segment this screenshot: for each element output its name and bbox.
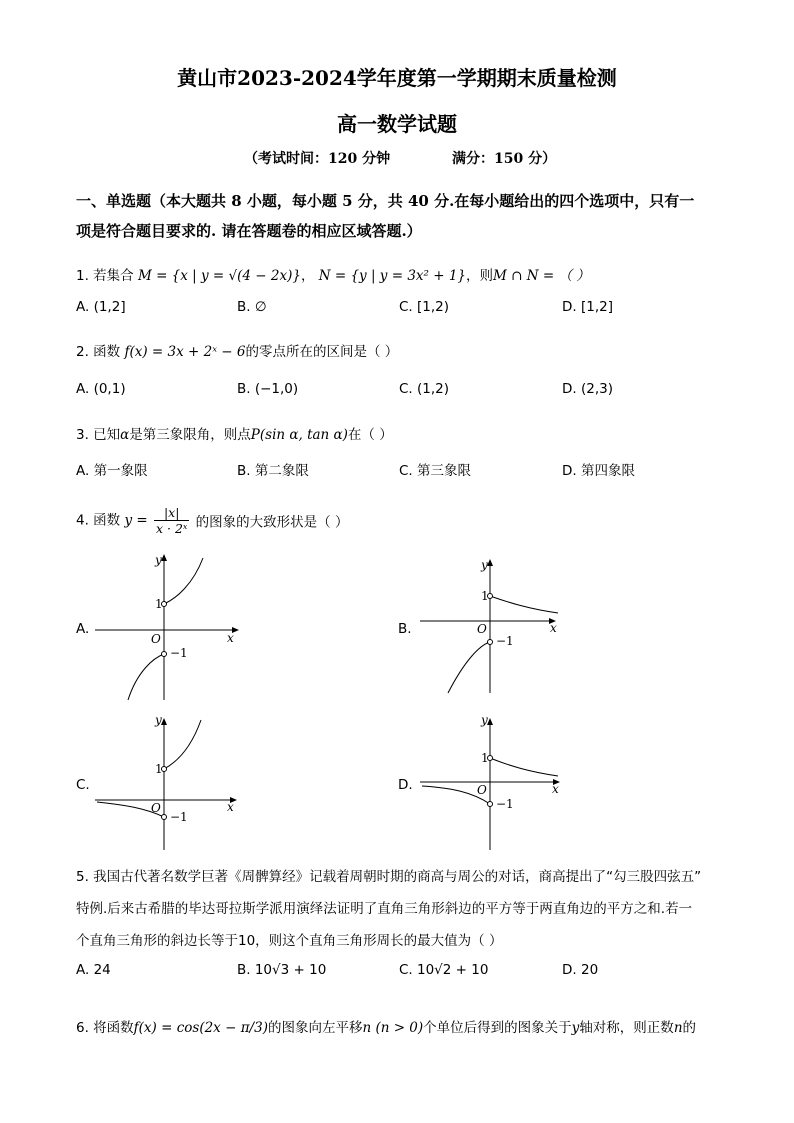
x-label: x [550,621,557,635]
q1-option-b: B. ∅ [237,299,267,315]
q5-line2: 特例.后来古希腊的毕达哥拉斯学派用演绎法证明了直角三角形斜边的平方等于两直角边的平方之和.若一 [76,901,693,917]
q1-set-m: M = {x | y = √(4 − 2x)} [137,268,301,284]
section-heading-line2: 项是符合题目要求的. 请在答题卷的相应区域答题.） [76,222,422,240]
q3-point: P(sin α, tan α) [250,427,348,443]
q2-formula: f(x) = 3x + 2ˣ − 6 [124,344,246,360]
curve-right [490,596,558,613]
q6-tail: 的 [682,1020,697,1036]
q6-prefix: 6. 将函数 [76,1020,134,1036]
q6-formula: f(x) = cos(2x − π/3) [133,1020,268,1036]
one-label: 1 [155,762,163,776]
q2-option-c: C. (1,2) [399,381,450,397]
open-point-neg1 [162,815,167,820]
q6-mid: 的图象向左平移 [267,1020,363,1036]
x-label: x [227,631,234,645]
q4-option-d-label: D. [398,777,413,793]
q1-option-c: C. [1,2) [399,299,450,315]
y-axis-arrow [487,718,493,725]
q6-var: n [673,1020,683,1036]
q3-alpha: α [120,427,130,443]
origin-label: O [151,632,161,646]
curve-right [490,758,558,776]
q4-denominator: x · 2ˣ [156,521,188,536]
q2-prefix: 2. 函数 [76,344,121,360]
exam-subtitle: 高一数学试题 [337,112,457,136]
q4-option-a-label: A. [76,621,90,637]
q1-set-n: N = {y | y = 3x² + 1} [318,268,467,284]
one-label: 1 [155,597,163,611]
q1-then: ，则 [466,268,494,284]
q3-option-d: D. 第四象限 [562,463,635,479]
curve-right [164,720,201,769]
q2-stem [76,340,398,360]
q6-stem [76,1016,696,1036]
q6-axis: y [571,1020,580,1036]
y-axis-arrow [161,554,167,561]
y-axis-arrow [161,718,167,725]
exam-time: （考试时间：120 分钟 [244,151,391,167]
q4-fraction [154,505,189,536]
neg-one-label: −1 [496,797,514,811]
y-label: y [481,713,488,727]
y-axis-arrow [487,559,493,566]
graph-b [420,555,570,695]
q3-option-a: A. 第一象限 [76,463,148,479]
q4-suffix: 的图象的大致形状是（ ） [195,514,349,531]
q3-suffix: 在（ ） [347,427,393,443]
one-label: 1 [481,751,489,765]
q1-stem [76,264,590,284]
q1-option-a: A. (1,2] [76,299,126,315]
q5-option-b: B. 10√3 + 10 [237,962,327,978]
exam-title: 黄山市2023-2024学年度第一学期期末质量检测 [177,66,617,90]
origin-label: O [477,622,487,636]
q1-prefix: 1. 若集合 [76,268,134,284]
q2-suffix: 的零点所在的区间是（ ） [245,344,399,360]
neg-one-label: −1 [170,810,188,824]
q5-option-d: D. 20 [562,962,599,978]
q1-option-d: D. [1,2] [562,299,613,315]
neg-one-label: −1 [170,646,188,660]
curve-left [448,642,490,693]
curve-left [128,654,164,700]
q5-option-c: C. 10√2 + 10 [399,962,489,978]
curve-right [164,558,203,604]
graph-a [95,550,245,700]
q1-question: M ∩ N = （ ） [493,268,590,284]
x-label: x [552,782,559,796]
y-label: y [155,553,162,567]
q5-line1: 5. 我国古代著名数学巨著《周髀算经》记载着周朝时期的商高与周公的对话，商高提出了“勾三股四弦五” [76,869,702,885]
graph-c [95,712,245,852]
q2-option-d: D. (2,3) [562,381,613,397]
origin-label: O [477,783,487,797]
q4-lhs: y = [124,512,148,529]
q4-option-c-label: C. [76,777,90,793]
neg-one-label: −1 [496,634,514,648]
section-heading-line1: 一、单选题（本大题共 8 小题，每小题 5 分，共 40 分.在每小题给出的四个选项中，只有一 [76,192,695,210]
q3-mid: 是第三象限角，则点 [129,427,251,443]
origin-label: O [151,801,161,815]
q3-option-c: C. 第三象限 [399,463,472,479]
y-label: y [155,713,162,727]
full-score: 满分：150 分） [452,151,557,167]
one-label: 1 [481,589,489,603]
q4-stem [76,505,348,536]
q6-suffix: 个单位后得到的图象关于 [423,1020,572,1036]
open-point-neg1 [488,802,493,807]
open-point-neg1 [488,640,493,645]
q4-numerator: |x| [154,505,189,521]
q3-option-b: B. 第二象限 [237,463,309,479]
q4-option-b-label: B. [398,621,412,637]
q4-prefix: 4. 函数 [76,512,121,529]
q3-prefix: 3. 已知 [76,427,121,443]
open-point-neg1 [162,652,167,657]
q1-sep: ， [300,268,315,284]
q5-option-a: A. 24 [76,962,111,978]
q5-line3: 个直角三角形的斜边长等于10，则这个直角三角形周长的最大值为（ ） [76,933,503,949]
q3-stem [76,423,393,443]
x-label: x [227,800,234,814]
q2-option-a: A. (0,1) [76,381,126,397]
y-label: y [481,558,488,572]
q6-end: 轴对称，则正数 [579,1020,674,1036]
q6-shift: n (n > 0) [362,1020,424,1036]
graph-d [420,712,570,852]
q2-option-b: B. (−1,0) [237,381,299,397]
